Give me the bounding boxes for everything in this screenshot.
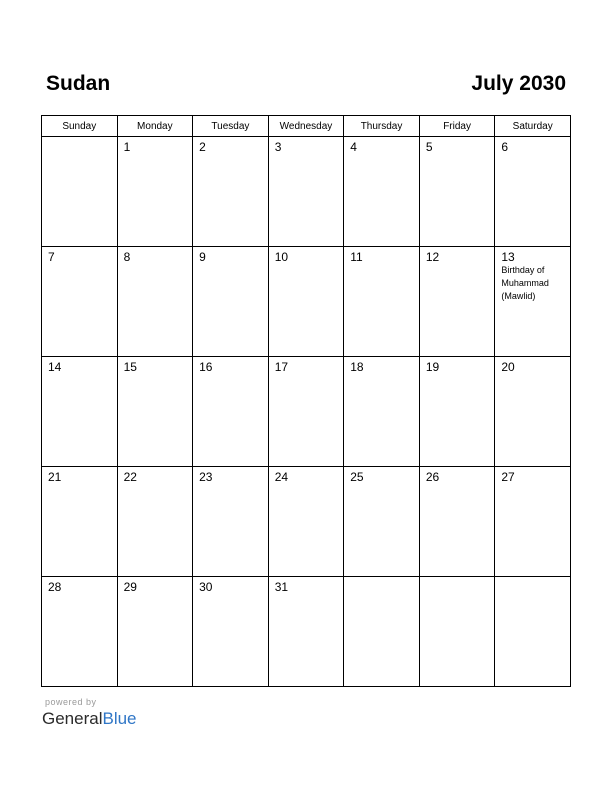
day-number: 28 xyxy=(48,580,62,594)
day-cell xyxy=(117,467,193,577)
holiday-event: Birthday of Muhammad (Mawlid) xyxy=(501,265,549,301)
day-cell xyxy=(419,137,495,247)
month-year-title: July 2030 xyxy=(471,72,566,95)
day-cell xyxy=(117,247,193,357)
day-cell xyxy=(495,137,571,247)
day-number: 24 xyxy=(274,470,289,484)
day-number: 7 xyxy=(48,250,55,264)
day-cell xyxy=(268,137,344,247)
day-number: 3 xyxy=(274,140,282,154)
day-number: 16 xyxy=(199,360,213,374)
day-cell xyxy=(495,577,571,687)
day-number: 4 xyxy=(350,140,357,154)
day-number: 29 xyxy=(123,580,137,594)
day-cell xyxy=(42,137,118,247)
day-cell xyxy=(117,577,193,687)
day-cell xyxy=(193,247,269,357)
day-number: 19 xyxy=(425,360,440,374)
day-number: 26 xyxy=(425,470,440,484)
day-number: 30 xyxy=(199,580,213,594)
brand-name-part1: General xyxy=(42,709,103,728)
day-cell xyxy=(419,247,495,357)
weekday-saturday: Saturday xyxy=(495,116,571,137)
day-cell xyxy=(42,247,118,357)
day-number: 11 xyxy=(350,250,363,264)
day-number: 27 xyxy=(501,470,515,484)
week-row xyxy=(42,467,571,577)
day-cell xyxy=(268,357,344,467)
calendar-grid xyxy=(41,115,571,687)
day-cell xyxy=(268,467,344,577)
day-cell xyxy=(42,467,118,577)
week-row xyxy=(42,577,571,687)
weekday-header-row xyxy=(42,116,571,137)
day-cell xyxy=(419,577,495,687)
day-cell xyxy=(193,137,269,247)
day-number: 10 xyxy=(274,250,289,264)
day-cell xyxy=(268,577,344,687)
day-cell xyxy=(193,467,269,577)
day-cell xyxy=(42,357,118,467)
day-number: 31 xyxy=(274,580,289,594)
day-cell xyxy=(344,247,420,357)
day-number: 17 xyxy=(274,360,289,374)
day-number: 12 xyxy=(425,250,440,264)
weekday-wednesday: Wednesday xyxy=(268,116,344,137)
weekday-thursday: Thursday xyxy=(344,116,420,137)
week-row xyxy=(42,247,571,357)
day-cell xyxy=(42,577,118,687)
day-cell xyxy=(419,467,495,577)
day-number: 2 xyxy=(199,140,206,154)
weekday-tuesday: Tuesday xyxy=(193,116,269,137)
day-number: 14 xyxy=(48,360,62,374)
day-number: 23 xyxy=(199,470,213,484)
day-cell xyxy=(495,247,571,357)
day-number xyxy=(495,577,570,580)
day-cell xyxy=(419,357,495,467)
day-cell xyxy=(344,467,420,577)
day-cell xyxy=(268,247,344,357)
day-number: 25 xyxy=(350,470,364,484)
day-number: 15 xyxy=(123,360,137,374)
day-cell xyxy=(193,357,269,467)
day-cell xyxy=(495,357,571,467)
day-number xyxy=(420,577,495,580)
day-cell xyxy=(344,137,420,247)
country-title: Sudan xyxy=(46,72,111,95)
day-number: 6 xyxy=(501,140,509,154)
day-cell xyxy=(344,577,420,687)
brand-name-part2: Blue xyxy=(102,709,137,728)
day-number: 20 xyxy=(501,360,515,374)
day-cell xyxy=(344,357,420,467)
day-cell xyxy=(117,357,193,467)
brand-logo[interactable] xyxy=(42,709,137,729)
week-row xyxy=(42,137,571,247)
day-number: 18 xyxy=(350,360,364,374)
day-cell xyxy=(117,137,193,247)
weekday-sunday: Sunday xyxy=(42,116,118,137)
footer-branding xyxy=(42,697,137,729)
day-number: 5 xyxy=(425,140,433,154)
day-number: 22 xyxy=(123,470,137,484)
day-number: 1 xyxy=(123,140,131,154)
powered-by-label: powered by xyxy=(45,697,97,707)
day-number: 9 xyxy=(199,250,206,264)
weekday-monday: Monday xyxy=(117,116,193,137)
day-number: 21 xyxy=(48,470,62,484)
weekday-friday: Friday xyxy=(419,116,495,137)
day-number xyxy=(344,577,419,580)
day-number: 13 xyxy=(501,250,515,264)
day-cell xyxy=(193,577,269,687)
day-cell xyxy=(495,467,571,577)
day-number: 8 xyxy=(123,250,131,264)
week-row xyxy=(42,357,571,467)
day-number xyxy=(42,137,117,140)
